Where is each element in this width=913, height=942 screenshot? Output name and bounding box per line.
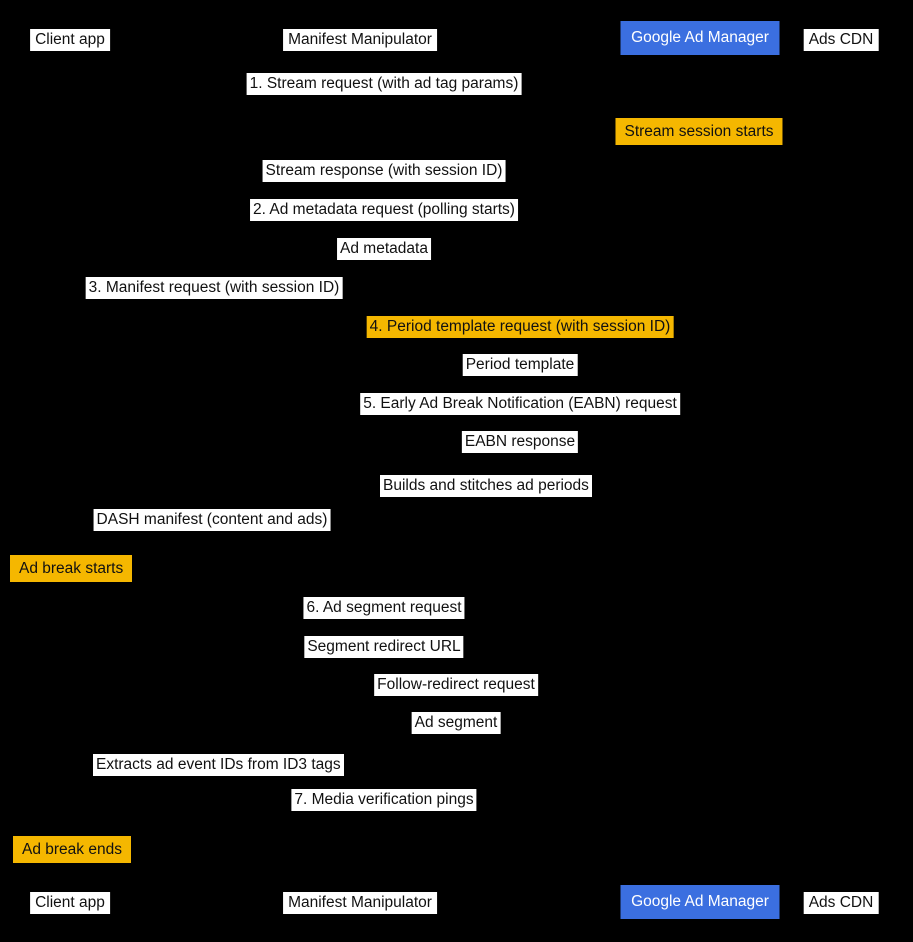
message-stream-response: Stream response (with session ID) <box>263 160 506 182</box>
message-segment-redirect-url: Segment redirect URL <box>304 636 463 658</box>
message-ad-metadata: Ad metadata <box>337 238 431 260</box>
note-stream-session-starts: Stream session starts <box>615 118 782 145</box>
message-eabn-response: EABN response <box>462 431 578 453</box>
message-follow-redirect-request: Follow-redirect request <box>374 674 538 696</box>
message-builds-and-stitches-ad-periods: Builds and stitches ad periods <box>380 475 592 497</box>
note-ad-break-starts: Ad break starts <box>10 555 132 582</box>
message-eabn-request: 5. Early Ad Break Notification (EABN) request <box>360 393 680 415</box>
actor-manifest-manipulator-bottom-label: Manifest Manipulator <box>283 892 437 914</box>
actor-google-ad-manager-top-box: Google Ad Manager <box>621 21 780 55</box>
message-stream-request: 1. Stream request (with ad tag params) <box>247 73 522 95</box>
message-ad-segment: Ad segment <box>412 712 501 734</box>
message-ad-metadata-request: 2. Ad metadata request (polling starts) <box>250 199 518 221</box>
message-period-template: Period template <box>463 354 578 376</box>
message-ad-segment-request: 6. Ad segment request <box>303 597 464 619</box>
actor-google-ad-manager-bottom-box: Google Ad Manager <box>621 885 780 919</box>
message-media-verification-pings: 7. Media verification pings <box>291 789 476 811</box>
message-dash-manifest: DASH manifest (content and ads) <box>94 509 331 531</box>
actor-ads-cdn-top-label: Ads CDN <box>804 29 879 51</box>
actor-client-app-bottom-label: Client app <box>30 892 110 914</box>
actor-client-app-top-label: Client app <box>30 29 110 51</box>
actor-ads-cdn-bottom-label: Ads CDN <box>804 892 879 914</box>
message-manifest-request: 3. Manifest request (with session ID) <box>86 277 343 299</box>
actor-manifest-manipulator-top-label: Manifest Manipulator <box>283 29 437 51</box>
message-extracts-ad-event-ids: Extracts ad event IDs from ID3 tags <box>93 754 344 776</box>
note-ad-break-ends: Ad break ends <box>13 836 131 863</box>
message-period-template-request: 4. Period template request (with session ID) <box>367 316 674 338</box>
